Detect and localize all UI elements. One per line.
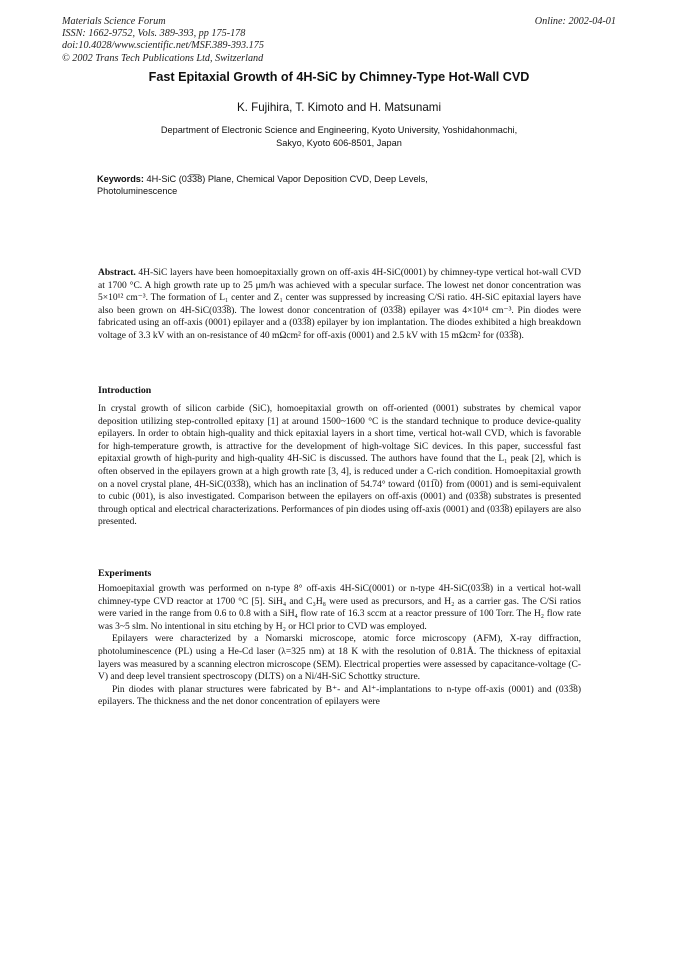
keywords-line-1: 4H-SiC (03̅3̅8) Plane, Chemical Vapor Deposition CVD, Deep Levels, [146,174,428,184]
abstract-label: Abstract. [98,268,136,278]
experiments-heading: Experiments [98,568,152,579]
keywords-line-2: Photoluminescence [97,186,178,197]
paper-title: Fast Epitaxial Growth of 4H-SiC by Chimney-Type Hot-Wall CVD [148,70,530,84]
affiliation-line-1: Department of Electronic Science and Engineering, Kyoto University, Yoshidahonmachi, [160,125,518,135]
introduction-heading: Introduction [98,385,152,396]
keywords-label: Keywords: [97,174,144,184]
affiliation [0,124,678,150]
journal-name: Materials Science Forum [62,16,166,27]
paper-authors: K. Fujihira, T. Kimoto and H. Matsunami [236,101,442,114]
affiliation-line-2: Sakyo, Kyoto 606-8501, Japan [276,138,402,148]
experiments-paragraph-3: Pin diodes with planar structures were fabricated by B⁺- and Al⁺-implantations to n-type off-axis (0001) and (033̅8) epilayers. The thickness and the net donor concentration of epilayers were [98,684,581,708]
experiments-paragraph-2: Epilayers were characterized by a Nomarski microscope, atomic force microscopy (AFM), X-ray diffraction, photoluminescence (PL) using a He-Cd laser (λ=325 nm) at 18 K with the resolution of 0.81Å. The thickness of epitaxial layers was measured by a scanning electron microscope (SEM). Electrical properties were assessed by capacitance-voltage (C-V) and deep level transient spectroscopy (DLTS) on a Ni/4H-SiC Schottky structure. [98,634,581,683]
experiments-paragraph-1: Homoepitaxial growth was performed on n-type 8° off-axis 4H-SiC(0001) or n-type 4H-SiC(033̅8) in a vertical hot-wall chimney-type CVD reactor at 1700 °C [5]. SiH₄ and C₃H₈ were used as precursors, and H₂ as a carrier gas. The C/Si ratios were varied in the range from 0.6 to 0.8 with a SiH₄ flow rate of 16.3 sccm at a reactor pressure of 100 Torr. The H₂ flow rate was 3~5 slm. No intentional in situ etching by H₂ or HCl prior to CVD was employed. [98,584,581,632]
keywords-block [97,173,497,198]
abstract [98,267,581,343]
experiments-section [98,583,581,709]
abstract-text: 4H-SiC layers have been homoepitaxially grown on off-axis 4H-SiC(0001) by chimney-type vertical hot-wall CVD at 1700 °C. A high growth rate up to 25 μm/h was achieved with a specular surface. The lowest net donor concentration was 5×10¹² cm⁻³. The formation of L₁ center and Z₁ center was suppressed by increasing C/Si ratio. 4H-SiC epitaxial layers have also been grown on 4H-SiC(033̅8). The lowest donor concentration of (033̅8) epilayer was 4×10¹⁴ cm⁻³. Pin diodes were fabricated using an off-axis (0001) epilayer and a (033̅8) epilayer by ion implantation. The diodes exhibited a high breakdown voltage of 3.3 kV with an on-resistance of 40 mΩcm² for off-axis (0001) and 2.5 kV with 15 mΩcm² for (033̅8). [98,268,581,341]
doi-line: doi:10.4028/www.scientific.net/MSF.389-393.175 [62,40,264,52]
issn-line: ISSN: 1662-9752, Vols. 389-393, pp 175-178 [62,28,246,40]
introduction-text: In crystal growth of silicon carbide (SiC), homoepitaxial growth on off-oriented (0001) substrates by chemical vapor deposition utilizing step-controlled epitaxy [1] at around 1500~1600 °C is the standard technique to produce device-quality epilayers. In order to obtain high-quality and thick epitaxial layers in a short time, vertical hot-wall CVD, which is favorable for high-temperature growth, is attractive for the development of high-voltage SiC devices. In this paper, successful fast epitaxial growth of high-purity and high-quality 4H-SiC is discussed. The authors have found that the L₁ peak [2], which is often observed in the epilayers grown at a high growth rate [3, 4], is reduced under a C-rich condition. Homoepitaxial growth on a novel crystal plane, 4H-SiC(033̅8), which has an inclination of 54.74° toward ⟨011̅0⟩ from (0001) and is semi-equivalent to cubic (001), is also investigated. Comparison between the epilayers on off-axis (0001) and (033̅8) substrates is presented through optical and electrical characterizations. Performances of pin diodes using off-axis (0001) and (033̅8) epilayers are also presented. [98,404,581,528]
journal-header [62,16,264,65]
copyright-line: © 2002 Trans Tech Publications Ltd, Switzerland [62,52,264,64]
online-date: Online: 2002-04-01 [534,16,616,27]
